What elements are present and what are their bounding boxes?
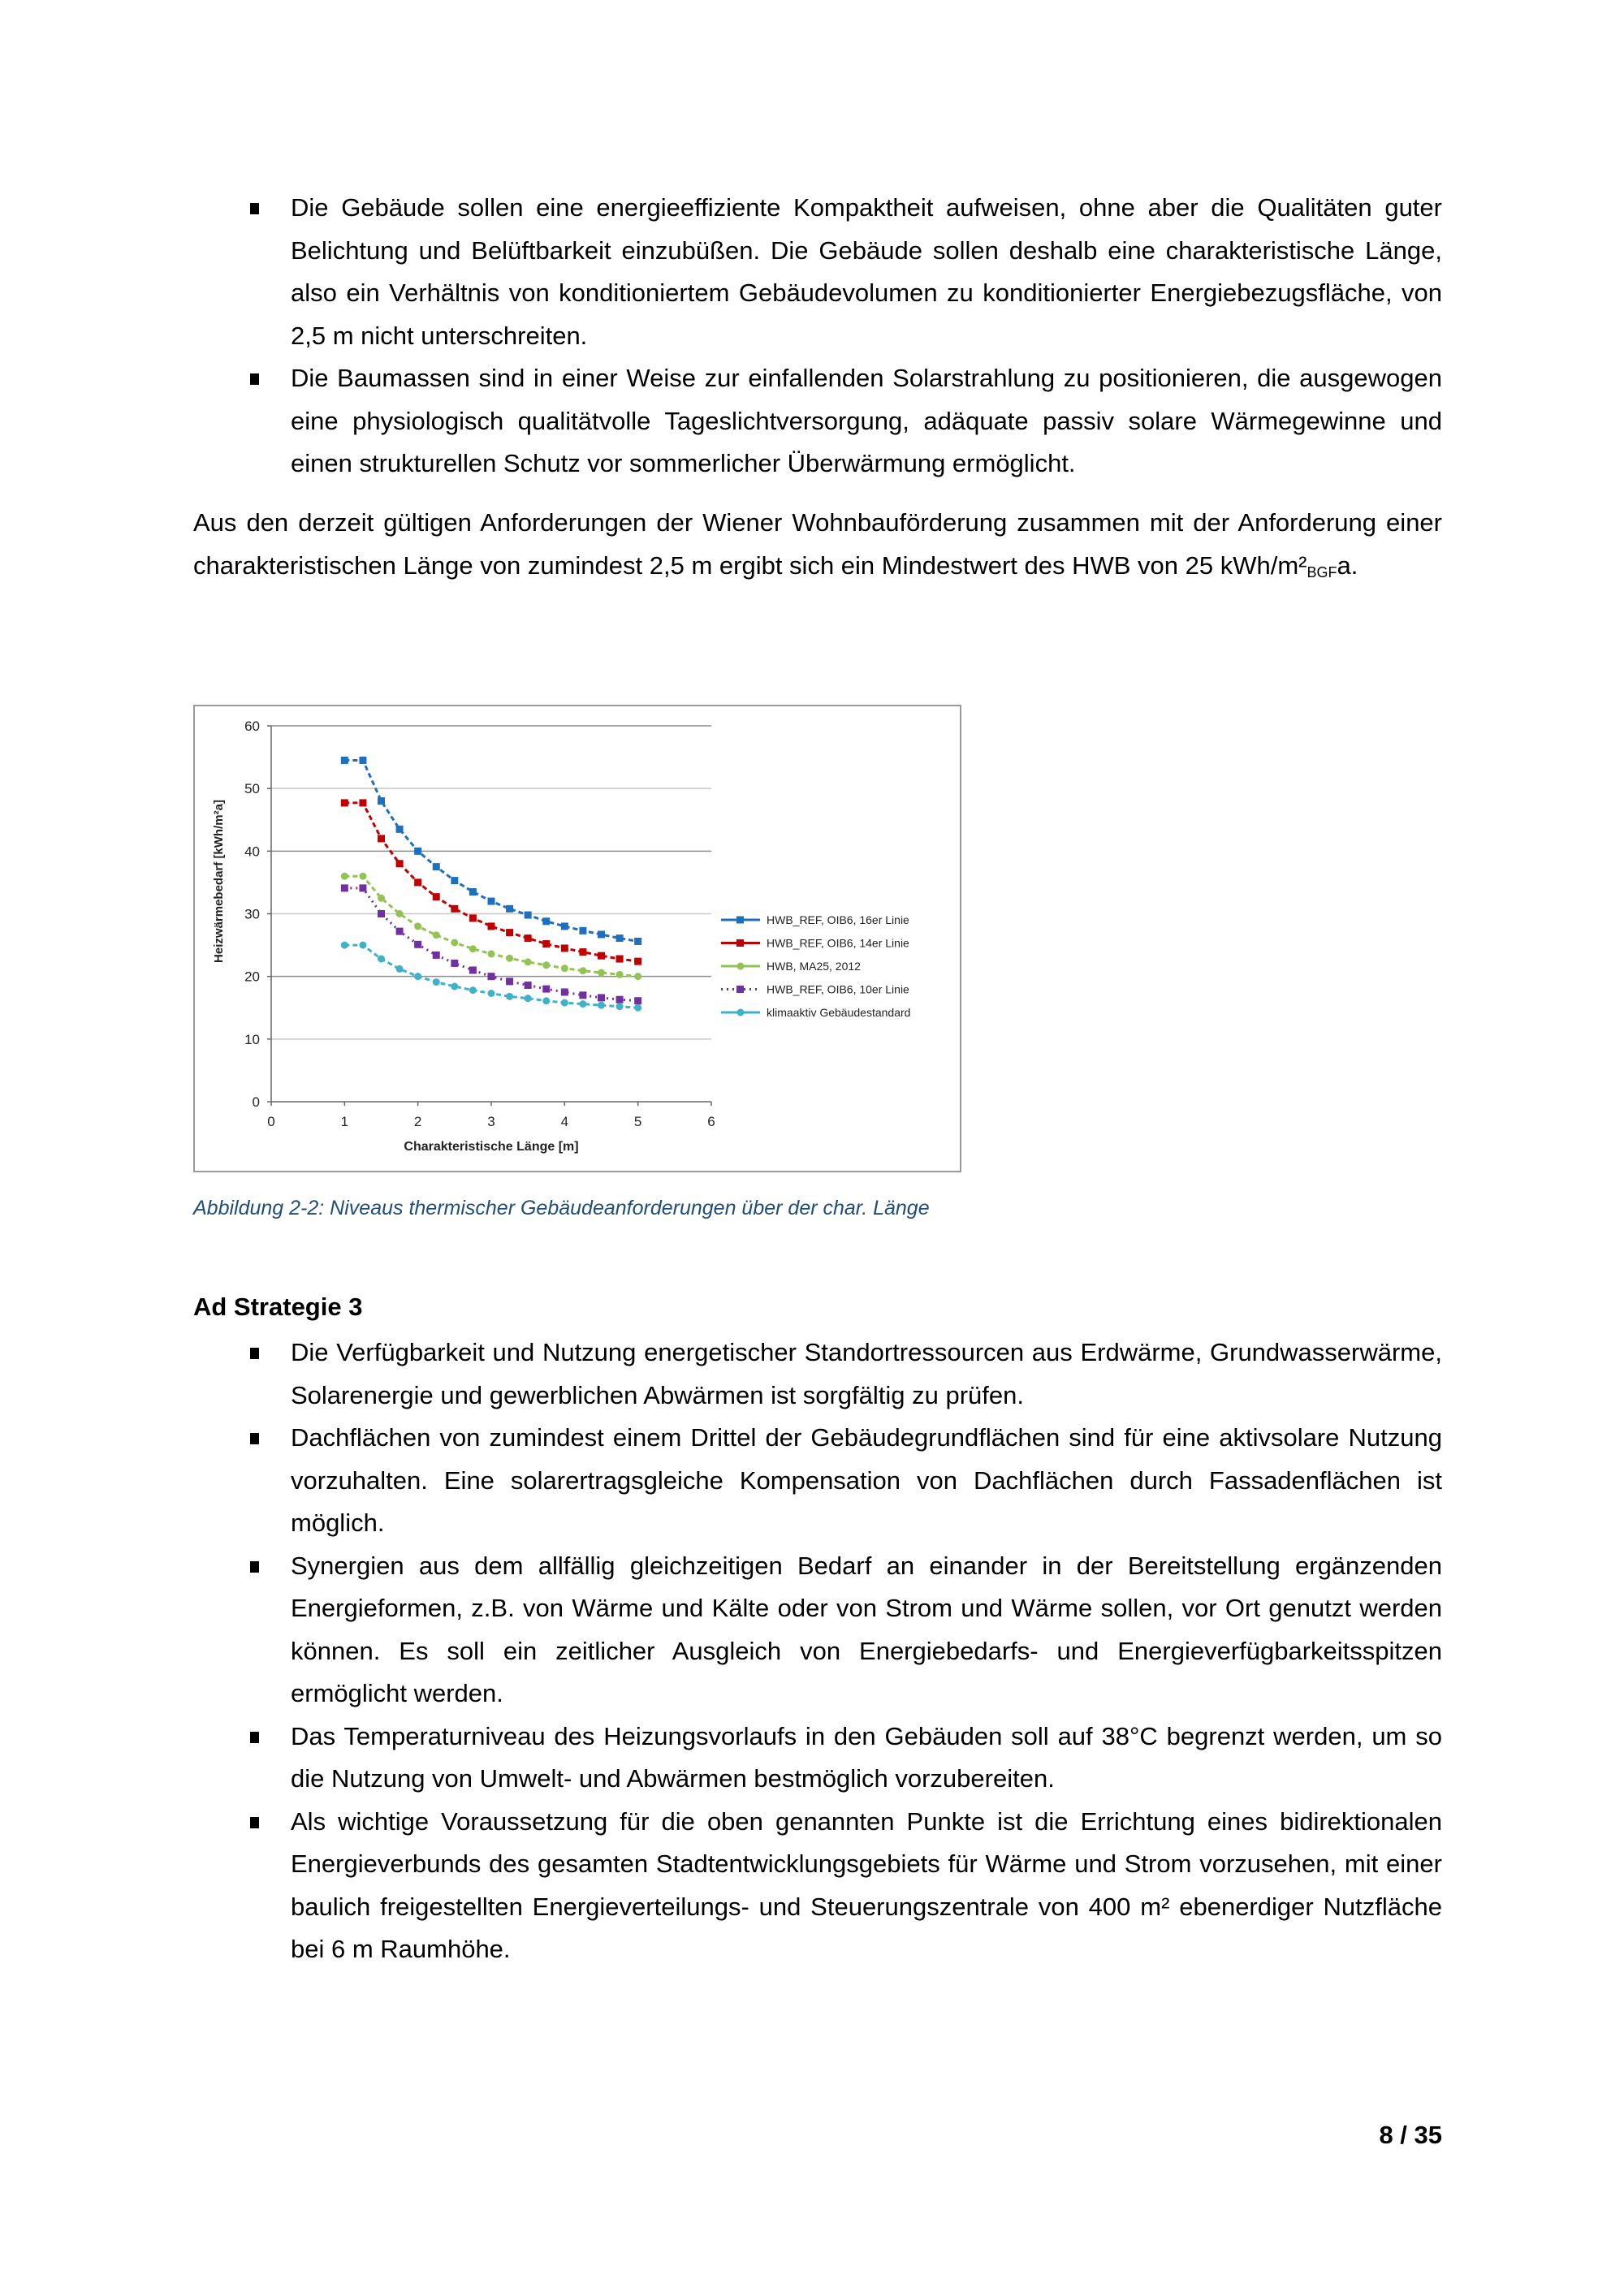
x-tick-label: 0 bbox=[267, 1114, 275, 1129]
y-tick-label: 30 bbox=[244, 906, 260, 922]
x-tick-label: 1 bbox=[340, 1114, 349, 1129]
data-point bbox=[414, 941, 421, 948]
y-tick-label: 40 bbox=[244, 844, 260, 860]
data-point bbox=[359, 942, 366, 949]
data-point bbox=[396, 965, 404, 973]
data-point bbox=[378, 797, 385, 805]
data-point bbox=[469, 966, 477, 973]
data-point bbox=[488, 973, 495, 980]
bullet-icon bbox=[250, 1348, 259, 1359]
data-point bbox=[525, 958, 532, 965]
legend-label: HWB_REF, OIB6, 10er Linie bbox=[767, 982, 909, 996]
bullet-icon bbox=[250, 1817, 259, 1828]
data-point bbox=[488, 898, 495, 905]
data-point bbox=[414, 848, 421, 855]
data-point bbox=[542, 917, 550, 925]
legend-label: HWB, MA25, 2012 bbox=[767, 960, 861, 973]
data-point bbox=[451, 960, 458, 967]
data-point bbox=[616, 956, 624, 963]
data-point bbox=[561, 999, 568, 1007]
data-point bbox=[542, 997, 550, 1004]
data-point bbox=[341, 757, 348, 764]
data-point bbox=[433, 863, 440, 870]
data-point bbox=[561, 922, 568, 930]
data-point bbox=[396, 860, 404, 867]
y-tick-label: 10 bbox=[244, 1031, 260, 1047]
strategy-list bbox=[250, 1331, 1442, 1971]
y-tick-label: 20 bbox=[244, 969, 260, 985]
x-tick-label: 2 bbox=[413, 1114, 422, 1129]
data-point bbox=[542, 961, 550, 969]
data-point bbox=[359, 799, 366, 806]
data-point bbox=[488, 950, 495, 957]
data-point bbox=[561, 965, 568, 972]
requirements-list bbox=[250, 187, 1442, 486]
data-point bbox=[525, 934, 532, 942]
y-axis-title: Heizwärmebedarf [kWh/m²a] bbox=[212, 800, 226, 963]
data-point bbox=[451, 877, 458, 884]
data-point bbox=[341, 942, 348, 949]
data-point bbox=[634, 997, 641, 1004]
data-point bbox=[506, 929, 513, 936]
data-point bbox=[451, 905, 458, 913]
data-point bbox=[359, 873, 366, 880]
data-point bbox=[433, 893, 440, 900]
data-point bbox=[525, 982, 532, 989]
legend-label: klimaaktiv Gebäudestandard bbox=[767, 1006, 911, 1019]
data-point bbox=[561, 944, 568, 952]
data-point bbox=[469, 914, 477, 921]
data-point bbox=[598, 994, 605, 1001]
list-item: Synergien aus dem allfällig gleichzeitigen Bedarf an einander in der Bereitstellung ergänzenden Energieformen, z.B. von Wärme und Kälte oder von Strom und Wärme sollen, vor Ort genutzt werden können. Es soll ein zeitlicher Ausgleich von Energiebedarfs- und Energieverfügbarkeitsspitzen ermöglicht werden. bbox=[250, 1545, 1442, 1716]
list-item: Die Verfügbarkeit und Nutzung energetischer Standortressourcen aus Erdwärme, Grundwasserwärme, Solarenergie und gewerblichen Abwärmen ist sorgfältig zu prüfen. bbox=[250, 1331, 1442, 1417]
page-number: 8 / 35 bbox=[1379, 2121, 1442, 2149]
data-point bbox=[396, 826, 404, 833]
data-point bbox=[506, 905, 513, 913]
legend-label: HWB_REF, OIB6, 16er Linie bbox=[767, 913, 909, 926]
data-point bbox=[469, 945, 477, 952]
figure-caption: Abbildung 2-2: Niveaus thermischer Gebäudeanforderungen über der char. Länge bbox=[193, 1197, 930, 1219]
data-point bbox=[433, 952, 440, 959]
data-point bbox=[378, 956, 385, 963]
data-point bbox=[359, 884, 366, 891]
data-point bbox=[378, 835, 385, 842]
data-point bbox=[378, 910, 385, 917]
data-point bbox=[414, 973, 421, 980]
list-item: Die Gebäude sollen eine energieeffiziente Kompaktheit aufweisen, ohne aber die Qualitäten guter Belichtung und Belüftbarkeit einzubüßen. Die Gebäude sollen deshalb eine charakteristische Länge, also ein Verhältnis von konditioniertem Gebäudevolumen zu konditionierter Energiebezugsfläche, von 2,5 m nicht unterschreiten. bbox=[250, 187, 1442, 357]
data-point bbox=[634, 938, 641, 945]
data-point bbox=[414, 922, 421, 930]
data-point bbox=[433, 978, 440, 986]
body-paragraph: Aus den derzeit gültigen Anforderungen der Wiener Wohnbauförderung zusammen mit der Anforderung einer charakteristischen Länge von zumindest 2,5 m ergibt sich ein Mindestwert des HWB von 25 kWh/$m^2_{BGF}a$. bbox=[193, 508, 1442, 580]
data-point bbox=[506, 993, 513, 1000]
legend-label: HWB_REF, OIB6, 14er Linie bbox=[767, 936, 909, 950]
data-point bbox=[341, 799, 348, 806]
data-point bbox=[451, 983, 458, 990]
bullet-icon bbox=[250, 1433, 259, 1444]
data-point bbox=[506, 978, 513, 985]
list-item: Die Baumassen sind in einer Weise zur einfallenden Solarstrahlung zu positionieren, die ausgewogen eine physiologisch qualitätvolle Tageslichtversorgung, adäquate passiv solare Wärmegewinne und einen strukturellen Schutz vor sommerlicher Überwärmung ermöglicht. bbox=[250, 357, 1442, 486]
data-point bbox=[579, 927, 586, 934]
data-point bbox=[396, 910, 404, 917]
data-point bbox=[616, 1003, 624, 1010]
data-point bbox=[579, 948, 586, 956]
x-axis-title: Charakteristische Länge [m] bbox=[404, 1140, 579, 1154]
data-point bbox=[579, 967, 586, 974]
data-point bbox=[525, 912, 532, 919]
data-point bbox=[561, 988, 568, 995]
x-tick-label: 4 bbox=[560, 1114, 569, 1129]
data-point bbox=[616, 996, 624, 1003]
section-heading: Ad Strategie 3 bbox=[193, 1293, 363, 1321]
data-point bbox=[469, 986, 477, 994]
list-item: Das Temperaturniveau des Heizungsvorlaufs in den Gebäuden soll auf 38°C begrenzt werden, um so die Nutzung von Umwelt- und Abwärmen bestmöglich vorzubereiten. bbox=[250, 1716, 1442, 1801]
list-item: Dachflächen von zumindest einem Drittel der Gebäudegrundflächen sind für eine aktivsolare Nutzung vorzuhalten. Eine solarertragsgleiche Kompensation von Dachflächen durch Fassadenflächen ist möglich. bbox=[250, 1417, 1442, 1545]
data-point bbox=[359, 757, 366, 764]
data-point bbox=[469, 888, 477, 896]
data-point bbox=[488, 922, 495, 930]
data-point bbox=[598, 952, 605, 960]
data-point bbox=[451, 939, 458, 946]
data-point bbox=[433, 931, 440, 939]
series-line bbox=[344, 803, 637, 961]
bullet-icon bbox=[250, 1732, 259, 1743]
data-point bbox=[525, 995, 532, 1002]
data-point bbox=[542, 940, 550, 947]
list-item: Als wichtige Voraussetzung für die oben genannten Punkte ist die Errichtung eines bidirektionalen Energieverbunds des gesamten Stadtentwicklungsgebiets für Wärme und Strom vorzusehen, mit einer baulich freigestellten Energieverteilungs- und Steuerungszentrale von 400 m² ebenerdiger Nutzfläche bei 6 m Raumhöhe. bbox=[250, 1801, 1442, 1971]
data-point bbox=[414, 878, 421, 886]
chart-canvas bbox=[195, 706, 963, 1174]
bullet-icon bbox=[250, 373, 259, 385]
data-point bbox=[616, 934, 624, 942]
data-point bbox=[634, 973, 641, 980]
y-tick-label: 60 bbox=[244, 719, 260, 734]
data-point bbox=[396, 928, 404, 935]
data-point bbox=[341, 873, 348, 880]
data-point bbox=[598, 930, 605, 938]
data-point bbox=[341, 884, 348, 891]
bullet-icon bbox=[250, 203, 259, 214]
hwb-line-chart bbox=[193, 705, 961, 1172]
data-point bbox=[598, 969, 605, 977]
data-point bbox=[598, 1002, 605, 1009]
x-tick-label: 3 bbox=[487, 1114, 495, 1129]
data-point bbox=[634, 958, 641, 965]
y-tick-label: 0 bbox=[252, 1094, 260, 1110]
data-point bbox=[378, 895, 385, 902]
x-tick-label: 5 bbox=[633, 1114, 642, 1129]
data-point bbox=[616, 971, 624, 978]
y-tick-label: 50 bbox=[244, 781, 260, 797]
x-tick-label: 6 bbox=[707, 1114, 715, 1129]
data-point bbox=[634, 1004, 641, 1012]
data-point bbox=[579, 1000, 586, 1008]
data-point bbox=[488, 990, 495, 997]
data-point bbox=[506, 955, 513, 962]
bullet-icon bbox=[250, 1561, 259, 1573]
data-point bbox=[542, 986, 550, 993]
data-point bbox=[579, 991, 586, 999]
